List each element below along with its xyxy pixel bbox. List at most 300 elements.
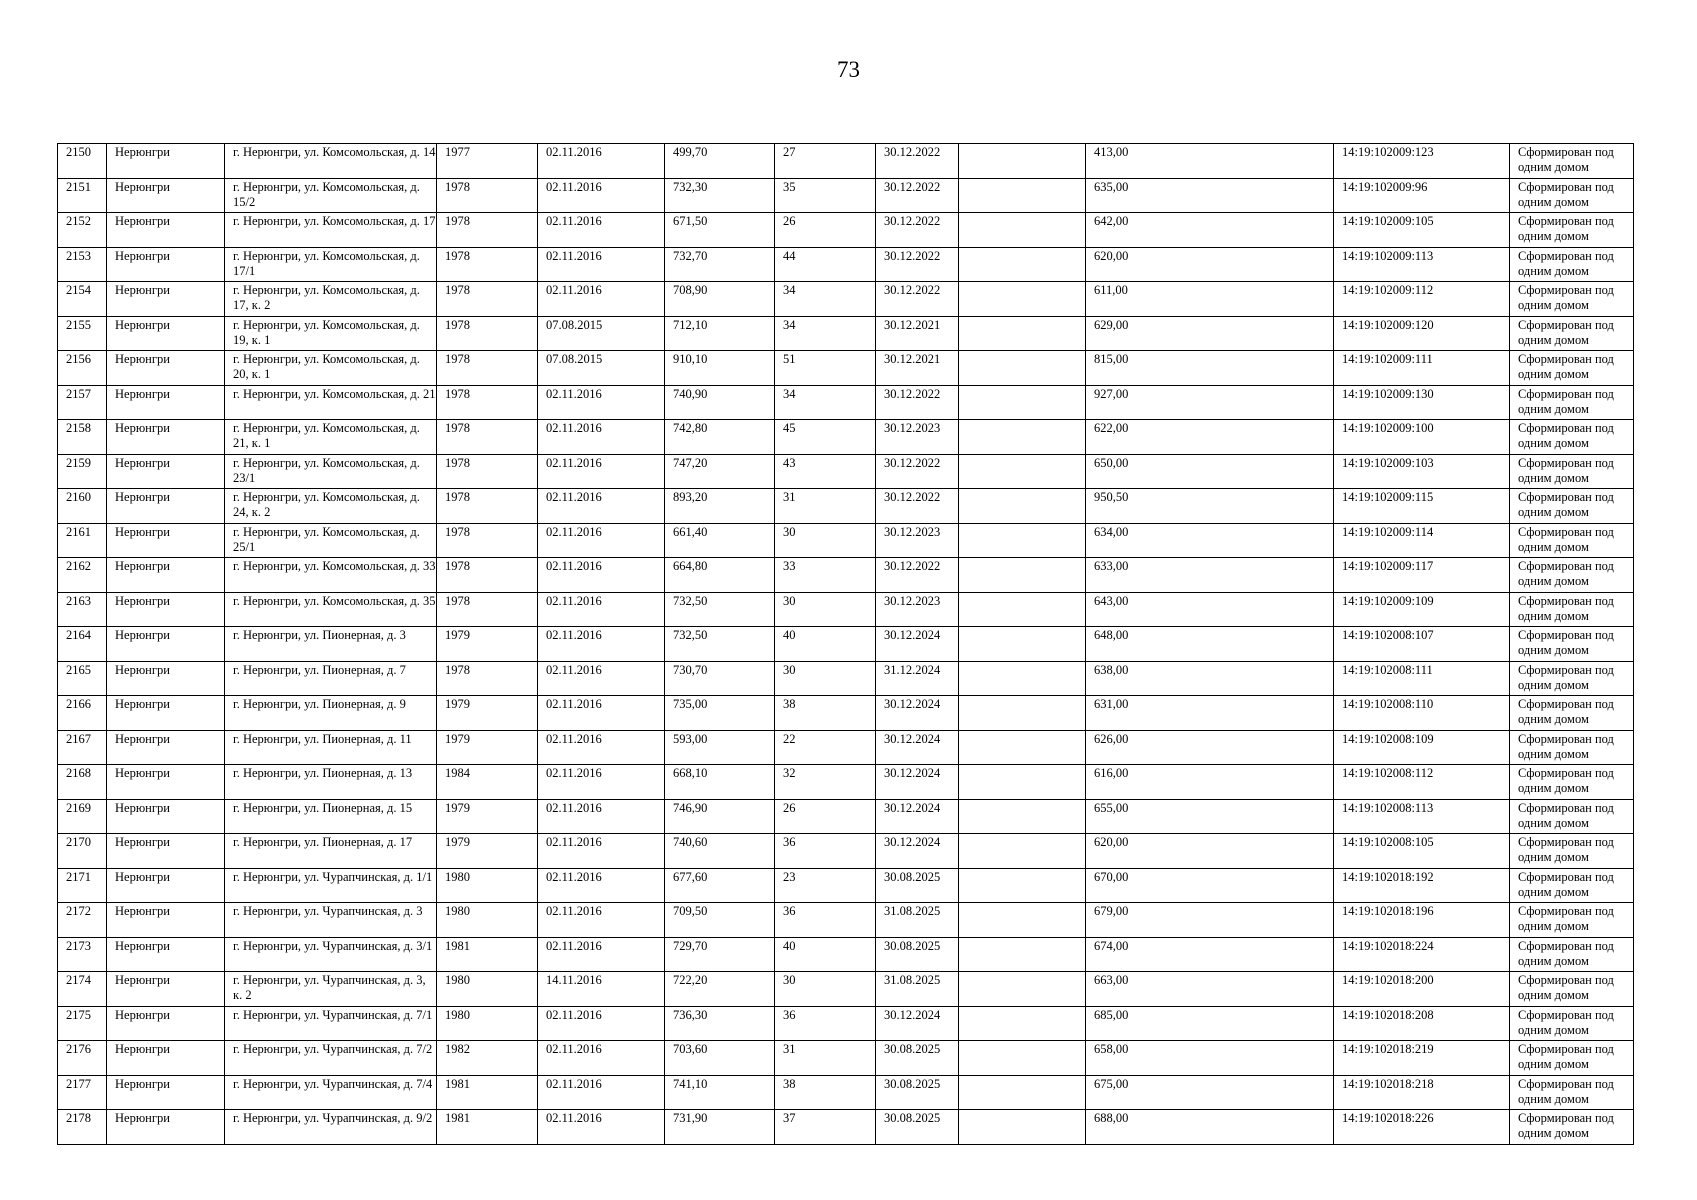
cell-apartment-count: 35 bbox=[775, 178, 876, 213]
table-body bbox=[58, 144, 1634, 1145]
table-row bbox=[58, 454, 1634, 489]
cell-status-note: Сформирован под одним домом bbox=[1510, 558, 1634, 593]
cell-cadastral-number: 14:19:102009:111 bbox=[1334, 351, 1510, 386]
cell-status-note: Сформирован под одним домом bbox=[1510, 1075, 1634, 1110]
cell-row-number: 2166 bbox=[58, 696, 107, 731]
cell-apartment-count: 36 bbox=[775, 1006, 876, 1041]
cell-empty-cell bbox=[959, 1075, 1086, 1110]
cell-land-area: 622,00 bbox=[1086, 420, 1334, 455]
cell-construction-year: 1977 bbox=[437, 144, 538, 179]
cell-land-area: 674,00 bbox=[1086, 937, 1334, 972]
cell-area: 893,20 bbox=[665, 489, 775, 524]
table-row bbox=[58, 351, 1634, 386]
cell-apartment-count: 26 bbox=[775, 213, 876, 248]
cell-locality: Нерюнгри bbox=[107, 351, 225, 386]
cell-cadastral-number: 14:19:102008:109 bbox=[1334, 730, 1510, 765]
cell-deadline-date: 30.08.2025 bbox=[876, 937, 959, 972]
cell-address: г. Нерюнгри, ул. Комсомольская, д. 17/1 bbox=[225, 247, 437, 282]
cell-locality: Нерюнгри bbox=[107, 903, 225, 938]
table-row bbox=[58, 247, 1634, 282]
cell-inclusion-date: 02.11.2016 bbox=[538, 661, 665, 696]
cell-construction-year: 1981 bbox=[437, 937, 538, 972]
cell-deadline-date: 30.08.2025 bbox=[876, 1041, 959, 1076]
cell-construction-year: 1982 bbox=[437, 1041, 538, 1076]
cell-row-number: 2169 bbox=[58, 799, 107, 834]
cell-address: г. Нерюнгри, ул. Комсомольская, д. 19, к. 1 bbox=[225, 316, 437, 351]
cell-empty-cell bbox=[959, 834, 1086, 869]
cell-status-note: Сформирован под одним домом bbox=[1510, 144, 1634, 179]
cell-status-note: Сформирован под одним домом bbox=[1510, 178, 1634, 213]
cell-inclusion-date: 02.11.2016 bbox=[538, 282, 665, 317]
cell-inclusion-date: 02.11.2016 bbox=[538, 730, 665, 765]
cell-land-area: 655,00 bbox=[1086, 799, 1334, 834]
cell-area: 677,60 bbox=[665, 868, 775, 903]
cell-locality: Нерюнгри bbox=[107, 661, 225, 696]
cell-area: 736,30 bbox=[665, 1006, 775, 1041]
cell-locality: Нерюнгри bbox=[107, 178, 225, 213]
cell-inclusion-date: 02.11.2016 bbox=[538, 144, 665, 179]
table-row bbox=[58, 834, 1634, 869]
cell-address: г. Нерюнгри, ул. Чурапчинская, д. 3, к. 2 bbox=[225, 972, 437, 1007]
cell-deadline-date: 30.08.2025 bbox=[876, 868, 959, 903]
cell-cadastral-number: 14:19:102009:120 bbox=[1334, 316, 1510, 351]
cell-land-area: 658,00 bbox=[1086, 1041, 1334, 1076]
cell-locality: Нерюнгри bbox=[107, 316, 225, 351]
cell-construction-year: 1979 bbox=[437, 696, 538, 731]
cell-apartment-count: 30 bbox=[775, 523, 876, 558]
cell-apartment-count: 40 bbox=[775, 627, 876, 662]
table-row bbox=[58, 868, 1634, 903]
cell-area: 746,90 bbox=[665, 799, 775, 834]
cell-row-number: 2160 bbox=[58, 489, 107, 524]
cell-construction-year: 1979 bbox=[437, 834, 538, 869]
cell-status-note: Сформирован под одним домом bbox=[1510, 592, 1634, 627]
cell-row-number: 2158 bbox=[58, 420, 107, 455]
cell-locality: Нерюнгри bbox=[107, 1041, 225, 1076]
cell-empty-cell bbox=[959, 903, 1086, 938]
cell-cadastral-number: 14:19:102008:111 bbox=[1334, 661, 1510, 696]
cell-row-number: 2159 bbox=[58, 454, 107, 489]
cell-locality: Нерюнгри bbox=[107, 523, 225, 558]
cell-empty-cell bbox=[959, 489, 1086, 524]
cell-cadastral-number: 14:19:102009:100 bbox=[1334, 420, 1510, 455]
cell-row-number: 2152 bbox=[58, 213, 107, 248]
cell-apartment-count: 32 bbox=[775, 765, 876, 800]
cell-construction-year: 1981 bbox=[437, 1075, 538, 1110]
cell-area: 708,90 bbox=[665, 282, 775, 317]
cell-apartment-count: 27 bbox=[775, 144, 876, 179]
cell-address: г. Нерюнгри, ул. Пионерная, д. 13 bbox=[225, 765, 437, 800]
cell-construction-year: 1978 bbox=[437, 523, 538, 558]
table-row bbox=[58, 1006, 1634, 1041]
cell-inclusion-date: 02.11.2016 bbox=[538, 454, 665, 489]
cell-status-note: Сформирован под одним домом bbox=[1510, 868, 1634, 903]
cell-status-note: Сформирован под одним домом bbox=[1510, 489, 1634, 524]
cell-empty-cell bbox=[959, 730, 1086, 765]
cell-empty-cell bbox=[959, 1041, 1086, 1076]
cell-empty-cell bbox=[959, 351, 1086, 386]
cell-area: 664,80 bbox=[665, 558, 775, 593]
cell-address: г. Нерюнгри, ул. Комсомольская, д. 14 bbox=[225, 144, 437, 179]
cell-apartment-count: 37 bbox=[775, 1110, 876, 1145]
cell-status-note: Сформирован под одним домом bbox=[1510, 903, 1634, 938]
cell-cadastral-number: 14:19:102018:219 bbox=[1334, 1041, 1510, 1076]
cell-deadline-date: 30.12.2022 bbox=[876, 282, 959, 317]
cell-address: г. Нерюнгри, ул. Чурапчинская, д. 7/2 bbox=[225, 1041, 437, 1076]
cell-apartment-count: 38 bbox=[775, 1075, 876, 1110]
cell-locality: Нерюнгри bbox=[107, 1075, 225, 1110]
cell-cadastral-number: 14:19:102009:109 bbox=[1334, 592, 1510, 627]
cell-inclusion-date: 02.11.2016 bbox=[538, 903, 665, 938]
cell-status-note: Сформирован под одним домом bbox=[1510, 765, 1634, 800]
cell-empty-cell bbox=[959, 661, 1086, 696]
cell-deadline-date: 30.12.2022 bbox=[876, 144, 959, 179]
cell-row-number: 2175 bbox=[58, 1006, 107, 1041]
cell-row-number: 2153 bbox=[58, 247, 107, 282]
cell-locality: Нерюнгри bbox=[107, 420, 225, 455]
cell-status-note: Сформирован под одним домом bbox=[1510, 661, 1634, 696]
cell-apartment-count: 43 bbox=[775, 454, 876, 489]
cell-address: г. Нерюнгри, ул. Чурапчинская, д. 7/4 bbox=[225, 1075, 437, 1110]
cell-cadastral-number: 14:19:102008:105 bbox=[1334, 834, 1510, 869]
cell-inclusion-date: 02.11.2016 bbox=[538, 213, 665, 248]
cell-construction-year: 1978 bbox=[437, 213, 538, 248]
cell-land-area: 679,00 bbox=[1086, 903, 1334, 938]
cell-cadastral-number: 14:19:102009:103 bbox=[1334, 454, 1510, 489]
cell-status-note: Сформирован под одним домом bbox=[1510, 420, 1634, 455]
cell-empty-cell bbox=[959, 592, 1086, 627]
cell-inclusion-date: 02.11.2016 bbox=[538, 868, 665, 903]
cell-row-number: 2164 bbox=[58, 627, 107, 662]
cell-status-note: Сформирован под одним домом bbox=[1510, 316, 1634, 351]
cell-locality: Нерюнгри bbox=[107, 247, 225, 282]
cell-cadastral-number: 14:19:102018:224 bbox=[1334, 937, 1510, 972]
cell-status-note: Сформирован под одним домом bbox=[1510, 834, 1634, 869]
cell-address: г. Нерюнгри, ул. Чурапчинская, д. 9/2 bbox=[225, 1110, 437, 1145]
cell-land-area: 663,00 bbox=[1086, 972, 1334, 1007]
cell-deadline-date: 31.12.2024 bbox=[876, 661, 959, 696]
cell-row-number: 2173 bbox=[58, 937, 107, 972]
cell-land-area: 413,00 bbox=[1086, 144, 1334, 179]
cell-row-number: 2157 bbox=[58, 385, 107, 420]
cell-area: 712,10 bbox=[665, 316, 775, 351]
cell-cadastral-number: 14:19:102009:96 bbox=[1334, 178, 1510, 213]
cell-row-number: 2155 bbox=[58, 316, 107, 351]
cell-deadline-date: 30.12.2024 bbox=[876, 627, 959, 662]
cell-deadline-date: 30.12.2022 bbox=[876, 454, 959, 489]
cell-apartment-count: 22 bbox=[775, 730, 876, 765]
cell-cadastral-number: 14:19:102018:226 bbox=[1334, 1110, 1510, 1145]
cell-deadline-date: 30.12.2022 bbox=[876, 178, 959, 213]
cell-row-number: 2176 bbox=[58, 1041, 107, 1076]
cell-row-number: 2177 bbox=[58, 1075, 107, 1110]
cell-address: г. Нерюнгри, ул. Комсомольская, д. 17, к. 2 bbox=[225, 282, 437, 317]
cell-apartment-count: 33 bbox=[775, 558, 876, 593]
cell-status-note: Сформирован под одним домом bbox=[1510, 972, 1634, 1007]
cell-address: г. Нерюнгри, ул. Пионерная, д. 9 bbox=[225, 696, 437, 731]
cell-status-note: Сформирован под одним домом bbox=[1510, 454, 1634, 489]
cell-inclusion-date: 02.11.2016 bbox=[538, 1075, 665, 1110]
table-row bbox=[58, 178, 1634, 213]
cell-address: г. Нерюнгри, ул. Комсомольская, д. 15/2 bbox=[225, 178, 437, 213]
cell-empty-cell bbox=[959, 178, 1086, 213]
cell-construction-year: 1980 bbox=[437, 868, 538, 903]
table-row bbox=[58, 661, 1634, 696]
cell-row-number: 2151 bbox=[58, 178, 107, 213]
cell-apartment-count: 26 bbox=[775, 799, 876, 834]
cell-deadline-date: 30.08.2025 bbox=[876, 1075, 959, 1110]
cell-status-note: Сформирован под одним домом bbox=[1510, 351, 1634, 386]
cell-apartment-count: 38 bbox=[775, 696, 876, 731]
cell-construction-year: 1978 bbox=[437, 661, 538, 696]
cell-area: 729,70 bbox=[665, 937, 775, 972]
table-row bbox=[58, 523, 1634, 558]
cell-apartment-count: 23 bbox=[775, 868, 876, 903]
table-row bbox=[58, 213, 1634, 248]
cell-cadastral-number: 14:19:102018:208 bbox=[1334, 1006, 1510, 1041]
cell-locality: Нерюнгри bbox=[107, 385, 225, 420]
cell-land-area: 927,00 bbox=[1086, 385, 1334, 420]
table-row bbox=[58, 1041, 1634, 1076]
cell-deadline-date: 30.12.2024 bbox=[876, 730, 959, 765]
table-row bbox=[58, 972, 1634, 1007]
table-row bbox=[58, 489, 1634, 524]
cell-area: 910,10 bbox=[665, 351, 775, 386]
cell-deadline-date: 30.12.2024 bbox=[876, 799, 959, 834]
cell-land-area: 643,00 bbox=[1086, 592, 1334, 627]
cell-deadline-date: 30.12.2023 bbox=[876, 523, 959, 558]
cell-empty-cell bbox=[959, 627, 1086, 662]
cell-locality: Нерюнгри bbox=[107, 1110, 225, 1145]
cell-deadline-date: 30.12.2022 bbox=[876, 489, 959, 524]
cell-address: г. Нерюнгри, ул. Комсомольская, д. 17 bbox=[225, 213, 437, 248]
cell-inclusion-date: 02.11.2016 bbox=[538, 1110, 665, 1145]
cell-deadline-date: 30.08.2025 bbox=[876, 1110, 959, 1145]
cell-land-area: 626,00 bbox=[1086, 730, 1334, 765]
housing-register-table bbox=[57, 143, 1634, 1145]
cell-land-area: 616,00 bbox=[1086, 765, 1334, 800]
cell-status-note: Сформирован под одним домом bbox=[1510, 282, 1634, 317]
cell-inclusion-date: 02.11.2016 bbox=[538, 1041, 665, 1076]
cell-address: г. Нерюнгри, ул. Чурапчинская, д. 3 bbox=[225, 903, 437, 938]
cell-cadastral-number: 14:19:102009:113 bbox=[1334, 247, 1510, 282]
cell-address: г. Нерюнгри, ул. Пионерная, д. 3 bbox=[225, 627, 437, 662]
cell-deadline-date: 30.12.2024 bbox=[876, 1006, 959, 1041]
cell-inclusion-date: 02.11.2016 bbox=[538, 592, 665, 627]
table-row bbox=[58, 420, 1634, 455]
cell-empty-cell bbox=[959, 144, 1086, 179]
cell-construction-year: 1978 bbox=[437, 316, 538, 351]
cell-deadline-date: 30.12.2024 bbox=[876, 834, 959, 869]
cell-construction-year: 1979 bbox=[437, 799, 538, 834]
cell-land-area: 620,00 bbox=[1086, 247, 1334, 282]
cell-inclusion-date: 02.11.2016 bbox=[538, 627, 665, 662]
cell-inclusion-date: 02.11.2016 bbox=[538, 834, 665, 869]
cell-construction-year: 1978 bbox=[437, 454, 538, 489]
cell-apartment-count: 34 bbox=[775, 282, 876, 317]
cell-construction-year: 1978 bbox=[437, 178, 538, 213]
cell-cadastral-number: 14:19:102009:112 bbox=[1334, 282, 1510, 317]
cell-status-note: Сформирован под одним домом bbox=[1510, 799, 1634, 834]
cell-construction-year: 1984 bbox=[437, 765, 538, 800]
cell-area: 722,20 bbox=[665, 972, 775, 1007]
cell-locality: Нерюнгри bbox=[107, 834, 225, 869]
cell-address: г. Нерюнгри, ул. Пионерная, д. 17 bbox=[225, 834, 437, 869]
cell-area: 731,90 bbox=[665, 1110, 775, 1145]
cell-empty-cell bbox=[959, 523, 1086, 558]
cell-land-area: 642,00 bbox=[1086, 213, 1334, 248]
cell-area: 593,00 bbox=[665, 730, 775, 765]
cell-address: г. Нерюнгри, ул. Комсомольская, д. 25/1 bbox=[225, 523, 437, 558]
table-row bbox=[58, 799, 1634, 834]
cell-construction-year: 1978 bbox=[437, 558, 538, 593]
cell-inclusion-date: 02.11.2016 bbox=[538, 385, 665, 420]
cell-locality: Нерюнгри bbox=[107, 282, 225, 317]
cell-apartment-count: 30 bbox=[775, 592, 876, 627]
cell-empty-cell bbox=[959, 937, 1086, 972]
cell-locality: Нерюнгри bbox=[107, 454, 225, 489]
cell-address: г. Нерюнгри, ул. Комсомольская, д. 33 bbox=[225, 558, 437, 593]
table-row bbox=[58, 1110, 1634, 1145]
cell-address: г. Нерюнгри, ул. Чурапчинская, д. 7/1 bbox=[225, 1006, 437, 1041]
cell-land-area: 688,00 bbox=[1086, 1110, 1334, 1145]
cell-land-area: 634,00 bbox=[1086, 523, 1334, 558]
cell-area: 668,10 bbox=[665, 765, 775, 800]
cell-row-number: 2171 bbox=[58, 868, 107, 903]
cell-deadline-date: 30.12.2022 bbox=[876, 247, 959, 282]
cell-cadastral-number: 14:19:102018:218 bbox=[1334, 1075, 1510, 1110]
cell-status-note: Сформирован под одним домом bbox=[1510, 213, 1634, 248]
table-row bbox=[58, 765, 1634, 800]
cell-inclusion-date: 02.11.2016 bbox=[538, 696, 665, 731]
cell-row-number: 2156 bbox=[58, 351, 107, 386]
cell-locality: Нерюнгри bbox=[107, 868, 225, 903]
cell-deadline-date: 30.12.2022 bbox=[876, 558, 959, 593]
cell-apartment-count: 34 bbox=[775, 385, 876, 420]
cell-address: г. Нерюнгри, ул. Комсомольская, д. 35 bbox=[225, 592, 437, 627]
cell-locality: Нерюнгри bbox=[107, 627, 225, 662]
cell-construction-year: 1981 bbox=[437, 1110, 538, 1145]
cell-inclusion-date: 02.11.2016 bbox=[538, 420, 665, 455]
cell-land-area: 685,00 bbox=[1086, 1006, 1334, 1041]
cell-apartment-count: 45 bbox=[775, 420, 876, 455]
table-row bbox=[58, 592, 1634, 627]
cell-apartment-count: 31 bbox=[775, 489, 876, 524]
cell-address: г. Нерюнгри, ул. Комсомольская, д. 21 bbox=[225, 385, 437, 420]
cell-land-area: 638,00 bbox=[1086, 661, 1334, 696]
cell-empty-cell bbox=[959, 799, 1086, 834]
cell-empty-cell bbox=[959, 454, 1086, 489]
cell-deadline-date: 30.12.2021 bbox=[876, 316, 959, 351]
cell-address: г. Нерюнгри, ул. Пионерная, д. 11 bbox=[225, 730, 437, 765]
cell-cadastral-number: 14:19:102008:110 bbox=[1334, 696, 1510, 731]
cell-row-number: 2170 bbox=[58, 834, 107, 869]
cell-row-number: 2178 bbox=[58, 1110, 107, 1145]
cell-row-number: 2154 bbox=[58, 282, 107, 317]
cell-address: г. Нерюнгри, ул. Пионерная, д. 15 bbox=[225, 799, 437, 834]
cell-deadline-date: 31.08.2025 bbox=[876, 972, 959, 1007]
cell-status-note: Сформирован под одним домом bbox=[1510, 385, 1634, 420]
cell-deadline-date: 30.12.2023 bbox=[876, 592, 959, 627]
cell-address: г. Нерюнгри, ул. Комсомольская, д. 20, к. 1 bbox=[225, 351, 437, 386]
page-number: 73 bbox=[837, 57, 860, 82]
cell-cadastral-number: 14:19:102009:123 bbox=[1334, 144, 1510, 179]
cell-deadline-date: 30.12.2021 bbox=[876, 351, 959, 386]
cell-land-area: 815,00 bbox=[1086, 351, 1334, 386]
cell-inclusion-date: 14.11.2016 bbox=[538, 972, 665, 1007]
cell-area: 742,80 bbox=[665, 420, 775, 455]
cell-land-area: 611,00 bbox=[1086, 282, 1334, 317]
cell-locality: Нерюнгри bbox=[107, 1006, 225, 1041]
table-row bbox=[58, 316, 1634, 351]
cell-land-area: 631,00 bbox=[1086, 696, 1334, 731]
cell-status-note: Сформирован под одним домом bbox=[1510, 937, 1634, 972]
cell-area: 747,20 bbox=[665, 454, 775, 489]
cell-empty-cell bbox=[959, 868, 1086, 903]
cell-locality: Нерюнгри bbox=[107, 972, 225, 1007]
cell-locality: Нерюнгри bbox=[107, 489, 225, 524]
cell-area: 740,60 bbox=[665, 834, 775, 869]
table-row bbox=[58, 558, 1634, 593]
cell-construction-year: 1979 bbox=[437, 627, 538, 662]
cell-address: г. Нерюнгри, ул. Комсомольская, д. 24, к. 2 bbox=[225, 489, 437, 524]
cell-area: 741,10 bbox=[665, 1075, 775, 1110]
cell-construction-year: 1978 bbox=[437, 489, 538, 524]
cell-address: г. Нерюнгри, ул. Чурапчинская, д. 1/1 bbox=[225, 868, 437, 903]
cell-empty-cell bbox=[959, 316, 1086, 351]
cell-empty-cell bbox=[959, 696, 1086, 731]
cell-address: г. Нерюнгри, ул. Комсомольская, д. 21, к. 1 bbox=[225, 420, 437, 455]
cell-apartment-count: 36 bbox=[775, 834, 876, 869]
cell-inclusion-date: 02.11.2016 bbox=[538, 523, 665, 558]
cell-inclusion-date: 02.11.2016 bbox=[538, 558, 665, 593]
cell-construction-year: 1978 bbox=[437, 592, 538, 627]
cell-area: 740,90 bbox=[665, 385, 775, 420]
cell-status-note: Сформирован под одним домом bbox=[1510, 1006, 1634, 1041]
cell-status-note: Сформирован под одним домом bbox=[1510, 696, 1634, 731]
cell-construction-year: 1980 bbox=[437, 1006, 538, 1041]
cell-area: 732,50 bbox=[665, 627, 775, 662]
cell-area: 709,50 bbox=[665, 903, 775, 938]
cell-land-area: 620,00 bbox=[1086, 834, 1334, 869]
table-row bbox=[58, 696, 1634, 731]
table-row bbox=[58, 730, 1634, 765]
cell-cadastral-number: 14:19:102009:130 bbox=[1334, 385, 1510, 420]
cell-apartment-count: 44 bbox=[775, 247, 876, 282]
cell-land-area: 650,00 bbox=[1086, 454, 1334, 489]
cell-land-area: 648,00 bbox=[1086, 627, 1334, 662]
cell-cadastral-number: 14:19:102018:196 bbox=[1334, 903, 1510, 938]
cell-apartment-count: 30 bbox=[775, 661, 876, 696]
cell-empty-cell bbox=[959, 972, 1086, 1007]
cell-inclusion-date: 02.11.2016 bbox=[538, 178, 665, 213]
cell-locality: Нерюнгри bbox=[107, 592, 225, 627]
cell-status-note: Сформирован под одним домом bbox=[1510, 1110, 1634, 1145]
cell-address: г. Нерюнгри, ул. Чурапчинская, д. 3/1 bbox=[225, 937, 437, 972]
cell-deadline-date: 30.12.2022 bbox=[876, 385, 959, 420]
cell-apartment-count: 34 bbox=[775, 316, 876, 351]
cell-empty-cell bbox=[959, 1006, 1086, 1041]
cell-deadline-date: 30.12.2023 bbox=[876, 420, 959, 455]
cell-area: 732,70 bbox=[665, 247, 775, 282]
cell-land-area: 950,50 bbox=[1086, 489, 1334, 524]
cell-construction-year: 1979 bbox=[437, 730, 538, 765]
cell-construction-year: 1978 bbox=[437, 385, 538, 420]
table-row bbox=[58, 937, 1634, 972]
cell-construction-year: 1980 bbox=[437, 903, 538, 938]
cell-cadastral-number: 14:19:102008:107 bbox=[1334, 627, 1510, 662]
cell-area: 735,00 bbox=[665, 696, 775, 731]
